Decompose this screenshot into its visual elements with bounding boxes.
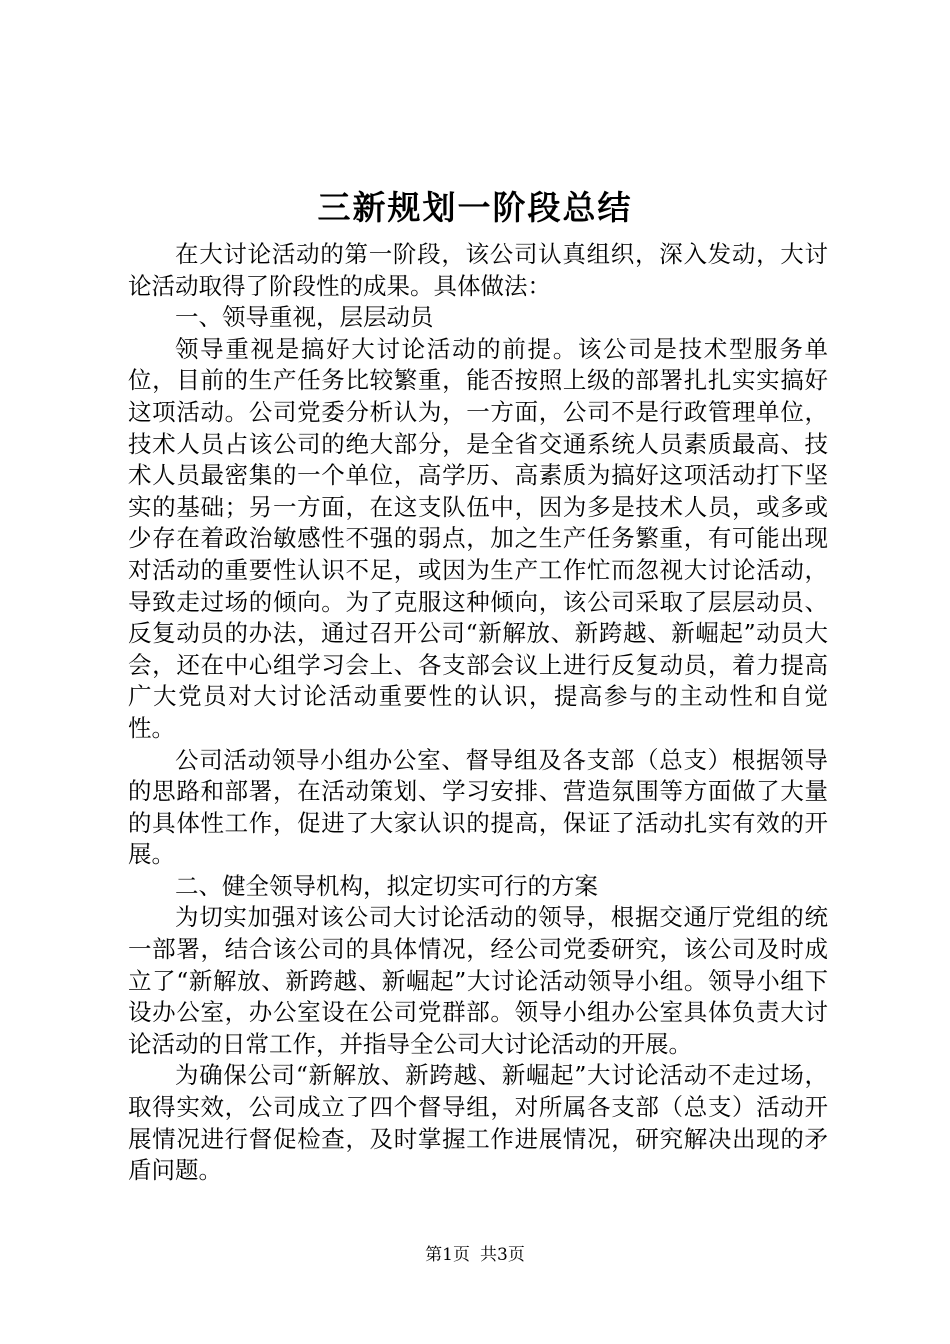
- section-heading-1: 一、领导重视，层层动员: [175, 303, 434, 332]
- page-number: 第1页: [425, 1245, 470, 1265]
- page-total: 共3页: [480, 1245, 525, 1265]
- paragraph-intro: 在大讨论活动的第一阶段，该公司认真组织，深入发动，大讨论活动取得了阶段性的成果。具体做法：: [128, 240, 828, 300]
- paragraph-section2-body: 为切实加强对该公司大讨论活动的领导，根据交通厅党组的统一部署，结合该公司的具体情况，经公司党委研究，该公司及时成立了“新解放、新跨越、新崛起”大讨论活动领导小组。领导小组下设办公室，办公室设在公司党群部。领导小组办公室具体负责大讨论活动的日常工作，并指导全公司大讨论活动的开展。: [128, 903, 828, 1058]
- document-title: 三新规划一阶段总结: [317, 188, 633, 227]
- page-footer: [0, 1243, 950, 1267]
- document-body: [128, 239, 828, 1187]
- paragraph-section1-body: 领导重视是搞好大讨论活动的前提。该公司是技术型服务单位，目前的生产任务比较繁重，能否按照上级的部署扎扎实实搞好这项活动。公司党委分析认为，一方面，公司不是行政管理单位，技术人员占该公司的绝大部分，是全省交通系统人员素质最高、技术人员最密集的一个单位，高学历、高素质为搞好这项活动打下坚实的基础；另一方面，在这支队伍中，因为多是技术人员，或多或少存在着政治敏感性不强的弱点，加之生产任务繁重，有可能出现对活动的重要性认识不足，或因为生产工作忙而忽视大讨论活动，导致走过场的倾向。为了克服这种倾向，该公司采取了层层动员、反复动员的办法，通过召开公司“新解放、新跨越、新崛起”动员大会，还在中心组学习会上、各支部会议上进行反复动员，着力提高广大党员对大讨论活动重要性的认识，提高参与的主动性和自觉性。: [128, 334, 828, 742]
- paragraph-section2-supervision: 为确保公司“新解放、新跨越、新崛起”大讨论活动不走过场，取得实效，公司成立了四个督导组，对所属各支部（总支）活动开展情况进行督促检查，及时掌握工作进展情况，研究解决出现的矛盾问题。: [128, 1061, 828, 1185]
- section-heading-2: 二、健全领导机构，拟定切实可行的方案: [175, 871, 598, 900]
- paragraph-section1-office: 公司活动领导小组办公室、督导组及各支部（总支）根据领导的思路和部署，在活动策划、学习安排、营造氛围等方面做了大量的具体性工作，促进了大家认识的提高，保证了活动扎实有效的开展。: [128, 745, 828, 869]
